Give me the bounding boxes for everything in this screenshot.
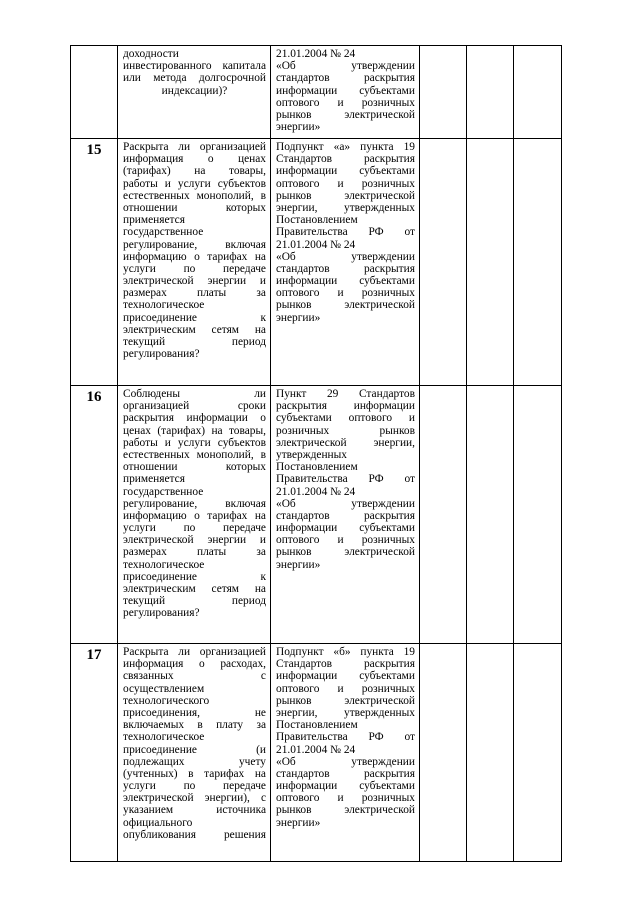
legal-reference-cell-line: оптового и розничных (276, 96, 415, 109)
legal-reference-cell-line: 21.01.2004 № 24 (276, 485, 356, 498)
question-cell-line: естественных монополий, в (123, 448, 266, 461)
legal-reference-cell-line: информации субъектами (276, 275, 415, 288)
legal-reference-cell-line: 21.01.2004 № 24 (276, 743, 356, 756)
question-cell-line: официального (123, 816, 193, 829)
legal-reference-cell (271, 644, 420, 862)
table-row (71, 386, 562, 644)
question-cell-line: применяется (123, 214, 185, 227)
question-cell-line: связанных с (123, 670, 266, 683)
question-cell-line: указанием источника (123, 804, 266, 817)
answer-cell-yes (420, 139, 467, 386)
legal-reference-cell-line: оптового и розничных (276, 682, 415, 695)
legal-reference-cell (271, 46, 420, 139)
legal-reference-cell-line: Стандартов раскрытия (276, 153, 415, 166)
question-cell-line: Раскрыта ли организацией (123, 141, 266, 153)
legal-reference-cell-line: энергии» (276, 816, 321, 829)
question-cell-line: электрическим сетям на (123, 323, 266, 336)
question-cell-line: раскрытия информации о (123, 412, 266, 425)
legal-reference-cell-line: энергии» (276, 558, 321, 571)
row-number (71, 46, 118, 139)
question-cell-line: услуги по передаче (123, 780, 266, 793)
question-cell-line: инвестированного капитала (123, 60, 266, 73)
question-cell-line: электрической энергии), с (123, 792, 266, 805)
legal-reference-cell-line: раскрытия информации (276, 400, 415, 413)
legal-reference-cell-line: Постановлением (276, 461, 358, 474)
row-number: 17 (71, 644, 118, 862)
question-cell-line: подлежащих учету (123, 755, 266, 768)
question-cell-line: Соблюдены ли (123, 388, 266, 400)
question-cell-line: услуги по передаче (123, 262, 266, 275)
legal-reference-cell-line: субъектами оптового и (276, 412, 415, 425)
legal-reference-cell-line: энергии» (276, 311, 321, 324)
question-cell-line: включаемых в плату за (123, 719, 266, 732)
question-cell-line: присоединение к (123, 570, 266, 583)
legal-reference-cell-line: Стандартов раскрытия (276, 658, 415, 671)
legal-reference-cell (271, 386, 420, 644)
question-cell-line: услуги по передаче (123, 522, 266, 535)
row-number: 16 (71, 386, 118, 644)
question-cell-line: регулирование, включая (123, 238, 266, 251)
legal-reference-cell-line: Пункт 29 Стандартов (276, 388, 415, 400)
question-cell-line: естественных монополий, в (123, 189, 266, 202)
question-cell-line: электрической энергии и (123, 534, 266, 547)
legal-reference-cell-line: утвержденных (276, 448, 347, 461)
question-cell-line: технологическое (123, 558, 205, 571)
question-cell-line: регулирования? (123, 348, 200, 361)
legal-reference-cell-line: электрической энергии, (276, 436, 415, 449)
legal-reference-cell-line: Постановлением (276, 719, 358, 732)
question-cell-line: электрическим сетям на (123, 583, 266, 595)
legal-reference-cell-line: рынков электрической (276, 189, 415, 202)
question-cell-line: государственное (123, 226, 204, 239)
legal-reference-cell-line: «Об утверждении (276, 250, 415, 263)
legal-reference-cell-line: энергии, утвержденных (276, 201, 415, 214)
legal-reference-cell-line: Постановлением (276, 214, 358, 227)
question-cell-line: опубликования решения (123, 828, 266, 841)
question-cell-line: отношении которых (123, 201, 266, 214)
question-cell-line: текущий период (123, 595, 266, 608)
question-cell-line: ценах (тарифах) на товары, (123, 424, 266, 437)
legal-reference-cell-line: рынков электрической (276, 108, 415, 121)
legal-reference-cell-line: 21.01.2004 № 24 (276, 238, 356, 251)
notes-cell (514, 386, 562, 644)
legal-reference-cell-line: Правительства РФ от (276, 473, 415, 486)
question-cell-line: размерах платы за (123, 546, 266, 559)
legal-reference-cell-line: оптового и розничных (276, 177, 415, 190)
question-cell-line: информацию о тарифах на (123, 509, 266, 522)
question-cell-line: осуществлением (123, 682, 205, 695)
legal-reference-cell-line: «Об утверждении (276, 60, 415, 73)
question-cell (118, 644, 271, 862)
question-cell-line: информация о ценах (123, 153, 266, 166)
table-row (71, 644, 562, 862)
question-cell-line: технологического (123, 694, 210, 707)
question-cell-line: технологическое (123, 299, 205, 312)
notes-cell (514, 644, 562, 862)
legal-reference-cell-line: стандартов раскрытия (276, 509, 415, 522)
question-cell-line: текущий период (123, 336, 266, 348)
question-cell-line: регулирование, включая (123, 497, 266, 510)
legal-reference-cell-line: информации субъектами (276, 670, 415, 683)
legal-reference-cell-line: 21.01.2004 № 24 (276, 48, 356, 60)
question-cell-line: размерах платы за (123, 287, 266, 300)
legal-reference-cell-line: Правительства РФ от (276, 226, 415, 239)
table-row (71, 46, 562, 139)
question-cell (118, 386, 271, 644)
question-cell-line: организацией сроки (123, 400, 266, 413)
question-cell-line: (учтенных) в тарифах на (123, 767, 266, 780)
question-cell-line: электрической энергии и (123, 275, 266, 288)
question-cell-line: присоединения, не (123, 706, 266, 719)
legal-reference-cell-line: Подпункт «а» пункта 19 (276, 141, 415, 153)
legal-reference-cell-line: «Об утверждении (276, 497, 415, 510)
legal-reference-cell-line: рынков электрической (276, 804, 415, 817)
question-cell (118, 139, 271, 386)
question-cell-line: присоединение к (123, 311, 266, 324)
question-cell-line: информация о расходах, (123, 658, 266, 671)
legal-reference-cell-line: стандартов раскрытия (276, 767, 415, 780)
legal-reference-cell-line: информации субъектами (276, 780, 415, 793)
legal-reference-cell-line: рынков электрической (276, 299, 415, 312)
legal-reference-cell-line: информации субъектами (276, 84, 415, 97)
question-cell-line: применяется (123, 473, 185, 486)
legal-reference-cell-line: информации субъектами (276, 522, 415, 535)
document-page (70, 45, 561, 862)
legal-reference-cell-line: оптового и розничных (276, 792, 415, 805)
question-cell-line: Раскрыта ли организацией (123, 646, 266, 658)
row-number: 15 (71, 139, 118, 386)
legal-reference-cell-line: оптового и розничных (276, 287, 415, 300)
question-cell-line: технологическое (123, 731, 205, 744)
legal-reference-cell-line: рынков электрической (276, 546, 415, 559)
question-cell-line: отношении которых (123, 461, 266, 474)
answer-cell-yes (420, 386, 467, 644)
question-cell-line: присоединение (и (123, 743, 266, 756)
answer-cell-yes (420, 46, 467, 139)
answer-cell-yes (420, 644, 467, 862)
legal-reference-cell (271, 139, 420, 386)
legal-reference-cell-line: информации субъектами (276, 165, 415, 178)
legal-reference-cell-line: рынков электрической (276, 694, 415, 707)
question-cell (118, 46, 271, 139)
legal-reference-cell-line: Правительства РФ от (276, 731, 415, 744)
question-cell-line: информацию о тарифах на (123, 250, 266, 263)
question-cell-line: работы и услуги субъектов (123, 177, 266, 190)
question-cell-line: доходности (123, 48, 179, 60)
question-cell-line: (тарифах) на товары, (123, 165, 266, 178)
legal-reference-cell-line: розничных рынков (276, 424, 415, 437)
question-cell-line: регулирования? (123, 607, 200, 620)
legal-reference-cell-line: стандартов раскрытия (276, 262, 415, 275)
table-row (71, 139, 562, 386)
answer-cell-no (467, 386, 514, 644)
question-cell-line: государственное (123, 485, 204, 498)
legal-reference-cell-line: оптового и розничных (276, 534, 415, 547)
question-cell-line: работы и услуги субъектов (123, 436, 266, 449)
question-cell-line: индексации)? (161, 84, 228, 97)
legal-reference-cell-line: энергии, утвержденных (276, 706, 415, 719)
legal-reference-cell-line: «Об утверждении (276, 755, 415, 768)
legal-reference-cell-line: энергии» (276, 121, 321, 134)
legal-reference-cell-line: Подпункт «б» пункта 19 (276, 646, 415, 658)
notes-cell (514, 46, 562, 139)
question-cell-line: или метода долгосрочной (123, 72, 266, 85)
answer-cell-no (467, 139, 514, 386)
legal-reference-cell-line: стандартов раскрытия (276, 72, 415, 85)
notes-cell (514, 139, 562, 386)
answer-cell-no (467, 644, 514, 862)
answer-cell-no (467, 46, 514, 139)
requirements-table (70, 45, 562, 862)
